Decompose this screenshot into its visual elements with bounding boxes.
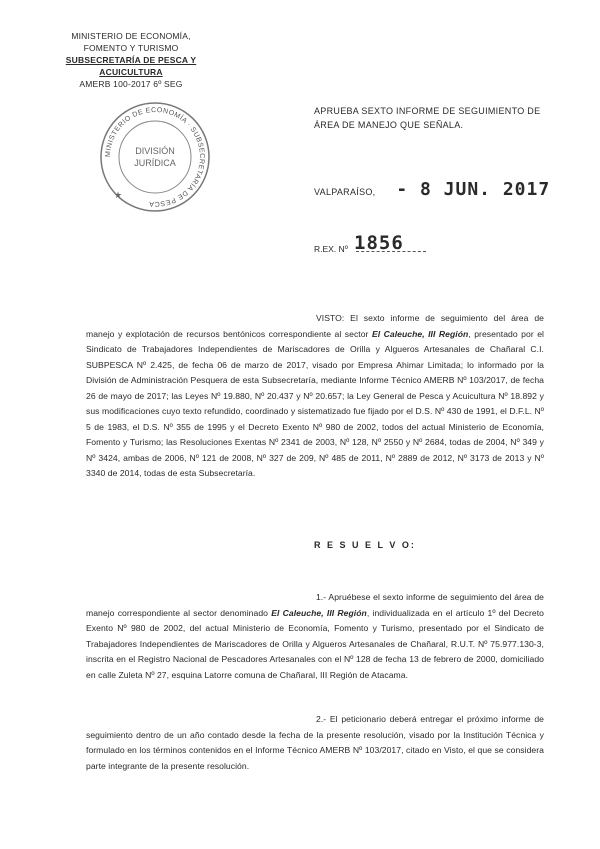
resolution-item-1 [86,590,544,683]
visto-text-2: , presentado por el Sindicato de Trabajadores Independientes de Mariscadores de Orilla y Algueros Artesanales de Chañaral C.I. SUBPESCA Nº 2.425, de fecha 06 de marzo de 2017, visado por Empresa Ahimar Limitada; lo informado por la División de Administración Pesquera de esta Subsecretaría, mediante Informe Técnico AMERB Nº 103/2017, de fecha 26 de mayo de 2017; las Leyes Nº 19.880, Nº 20.437 y Nº 20.657; la Ley General de Pesca y Acuicultura Nº 18.892 y sus modificaciones cuyo texto refundido, coordinado y sistematizado fue fijado por el D.S. Nº 430 de 1991, el D.F.L. Nº 5 de 1983, el D.S. Nº 355 de 1995 y el Decreto Exento Nº 980 de 2002, todos del actual Ministerio de Economía, Fomento y Turismo; las Resoluciones Exentas Nº 2341 de 2003, Nº 128, Nº 2550 y Nº 2684, todas de 2004, Nº 349 y Nº 3424, ambas de 2006, Nº 121 de 2008, Nº 327 de 209, Nº 485 de 2011, Nº 2889 de 2012, Nº 3173 de 2013 y Nº 3340 de 2014, todas de esta Subsecretaría. [86,328,544,478]
visto-place: El Caleuche, III Región [371,328,469,339]
resuelvo-heading: R E S U E L V O: [314,540,416,550]
rex-label: R.EX. Nº [314,244,348,254]
subsecretaria-line: SUBSECRETARÍA DE PESCA Y ACUICULTURA [65,55,197,77]
date-city: VALPARAÍSO, [314,187,376,197]
seal-star-icon: ★ [114,190,123,200]
resolution-number [314,232,426,254]
seal-inner-line-2: JURÍDICA [134,158,176,168]
seal-inner-line-1: DIVISIÓN [135,146,175,156]
resolution-item-2: 2.- El peticionario deberá entregar el próximo informe de seguimiento dentro de un año contado desde la fecha de la presente resolución, visado por la Institución Técnica y formulado en los términos contenidos en el Informe Técnico AMERB Nº 103/2017, citado en Visto, el que se considera parte integrante de la presente resolución. [86,714,544,771]
visto-text-1: VISTO: El sexto informe de seguimiento del área de manejo y explotación de recursos bentónicos correspondiente al sector [86,313,544,339]
item1-text-a: 1.- Apruébese el sexto informe de seguimiento del área de manejo correspondiente al sector denominado [86,592,544,618]
division-juridica-seal [96,98,214,216]
seal-outer-text: MINISTERIO DE ECONOMÍA · SUBSECRETARÍA DE PESCA [104,106,206,208]
date-line [314,179,550,200]
ministry-line-2: FOMENTO Y TURISMO [83,43,179,53]
date-stamp: - 8 JUN. 2017 [396,179,551,200]
ministry-line: MINISTERIO DE ECONOMÍA, [71,31,191,41]
rex-number: 1856 [354,232,404,254]
reference-code: AMERB 100-2017 6º SEG [79,79,183,89]
item1-text-b: , individualizada en el artículo 1º del Decreto Exento Nº 980 de 2002, del actual Ministerio de Economía, Fomento y Turismo, presentado por el Sindicato de Trabajadores Independientes de Mariscadores de Orilla y Algueros Artesanales de Chañaral, R.U.T. Nº 75.977.130-3, inscrita en el Registro Nacional de Pescadores Artesanales con el Nº 128 de fecha 13 de febrero de 2000, domiciliado en calle Zuleta Nº 27, esquina Latorre comuna de Chañaral, III Región de Atacama. [86,607,544,680]
document-subject: APRUEBA SEXTO INFORME DE SEGUIMIENTO DE ÁREA DE MANEJO QUE SEÑALA. [314,106,541,130]
letterhead [36,30,226,90]
item1-place: El Caleuche, III Región [271,607,367,618]
visto-paragraph [86,311,544,482]
